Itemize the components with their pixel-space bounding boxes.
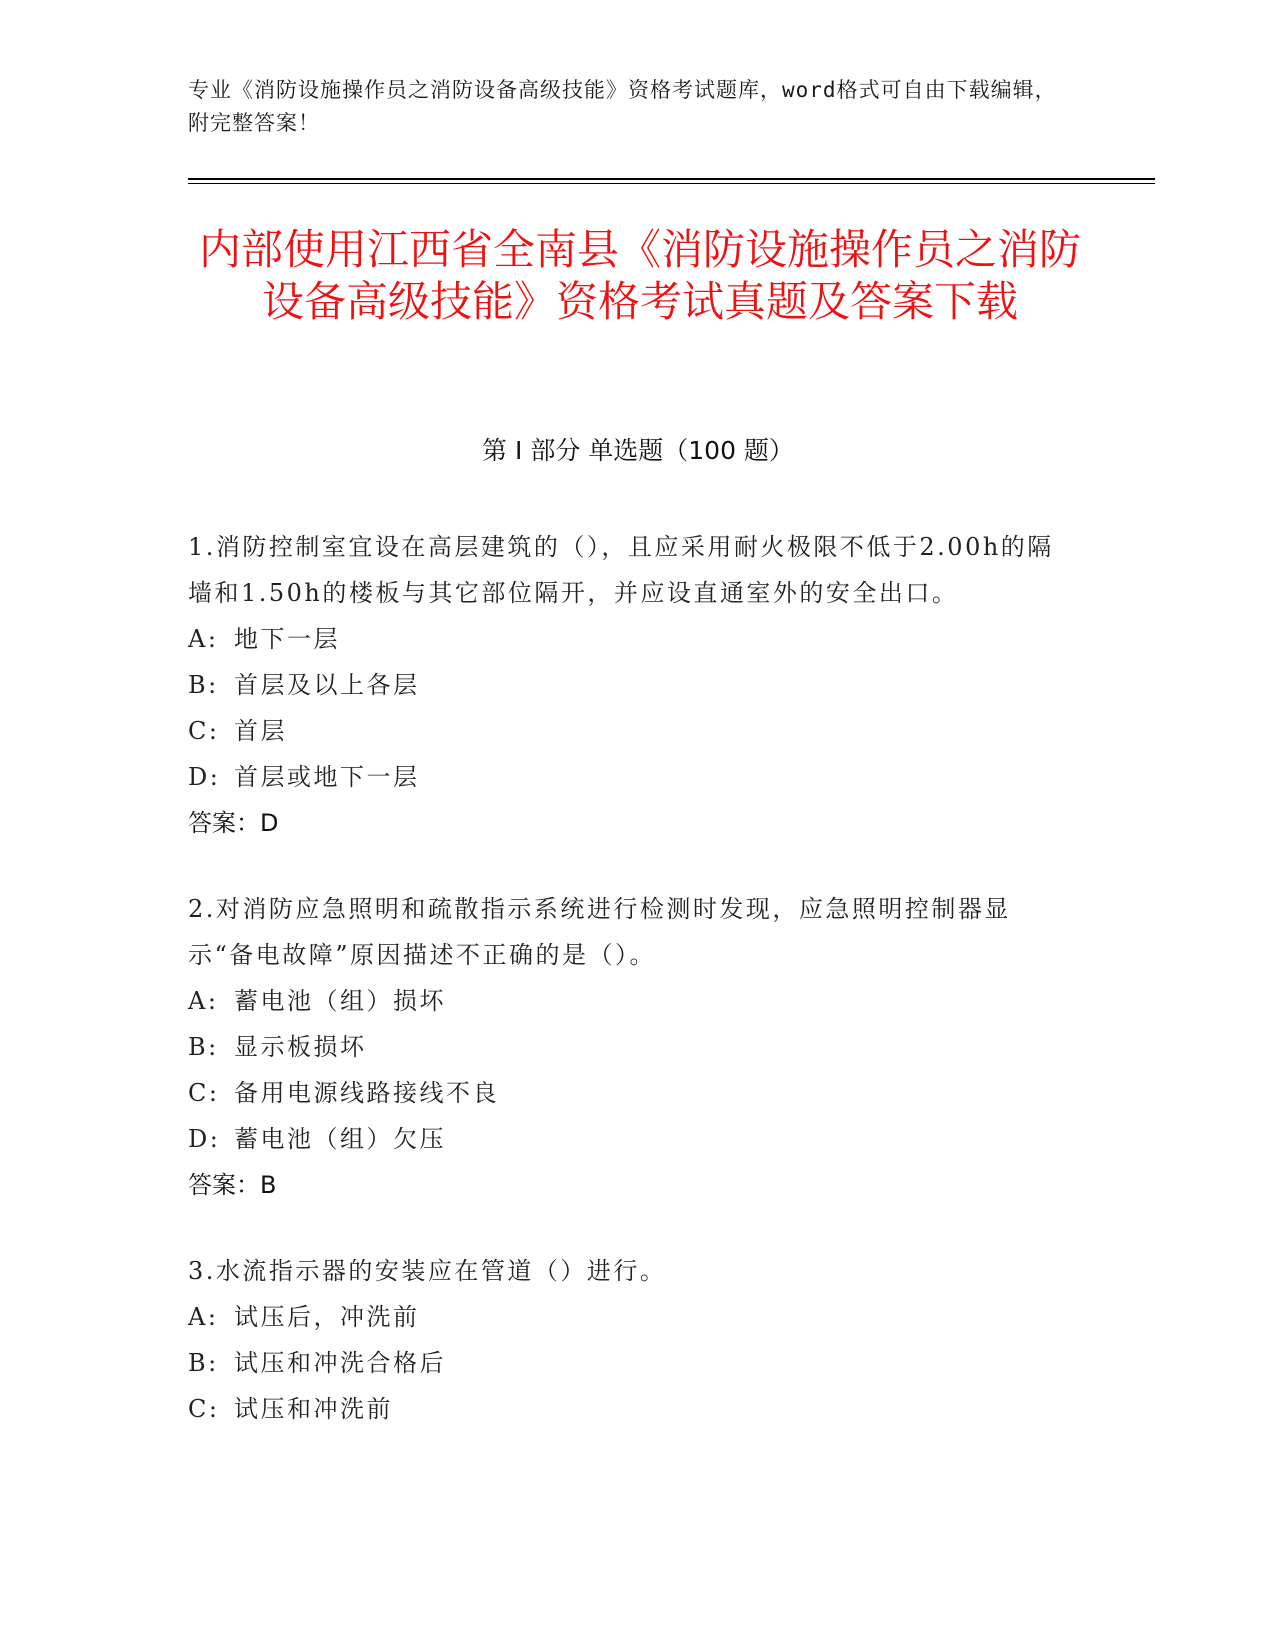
option-b [188, 1340, 1078, 1386]
option-b [188, 662, 1078, 708]
option-text: 蓄电池（组）欠压 [234, 1125, 446, 1153]
option-key: A: [188, 987, 219, 1015]
section-heading: 第 I 部分 单选题（100 题） [482, 436, 794, 465]
option-b [188, 1024, 1078, 1070]
option-key: C: [188, 717, 220, 745]
question-2 [188, 886, 1078, 1208]
option-key: D: [188, 763, 221, 791]
option-text: 地下一层 [234, 625, 340, 653]
question-stem: 1.消防控制室宜设在高层建筑的（），且应采用耐火极限不低于2.00h的隔墙和1.50h的楼板与其它部位隔开，并应设直通室外的安全出口。 [188, 533, 1054, 607]
option-c [188, 1386, 1078, 1432]
option-text: 首层 [234, 717, 287, 745]
option-key: C: [188, 1395, 220, 1423]
option-c [188, 1070, 1078, 1116]
option-text: 试压和冲洗前 [234, 1395, 393, 1423]
question-3 [188, 1248, 1078, 1432]
question-1 [188, 524, 1078, 846]
option-c [188, 708, 1078, 754]
question-stem: 3.水流指示器的安装应在管道（）进行。 [188, 1257, 667, 1285]
option-key: D: [188, 1125, 221, 1153]
option-text: 蓄电池（组）损坏 [234, 987, 446, 1015]
option-text: 首层或地下一层 [234, 763, 420, 791]
option-text: 备用电源线路接线不良 [234, 1079, 499, 1107]
option-d [188, 754, 1078, 800]
option-key: A: [188, 625, 219, 653]
option-key: C: [188, 1079, 220, 1107]
header-note: 专业《消防设施操作员之消防设备高级技能》资格考试题库，word格式可自由下载编辑，附完整答案！ [188, 78, 1057, 135]
option-a [188, 978, 1078, 1024]
option-key: B: [188, 1033, 219, 1061]
header-divider-thick [188, 178, 1155, 180]
option-text: 试压和冲洗合格后 [234, 1349, 446, 1377]
question-list [188, 524, 1078, 1472]
option-a [188, 616, 1078, 662]
option-a [188, 1294, 1078, 1340]
option-key: B: [188, 671, 219, 699]
option-text: 首层及以上各层 [234, 671, 420, 699]
document-title: 内部使用江西省全南县《消防设施操作员之消防设备高级技能》资格考试真题及答案下载 [198, 225, 1081, 326]
question-stem: 2.对消防应急照明和疏散指示系统进行检测时发现，应急照明控制器显示“备电故障”原因描述不正确的是（）。 [188, 895, 1011, 969]
option-key: B: [188, 1349, 219, 1377]
option-text: 显示板损坏 [234, 1033, 367, 1061]
answer-line: 答案：D [188, 809, 279, 837]
option-key: A: [188, 1303, 219, 1331]
answer-line: 答案：B [188, 1171, 277, 1199]
option-text: 试压后，冲洗前 [234, 1303, 420, 1331]
option-d [188, 1116, 1078, 1162]
header-divider-thin [188, 183, 1155, 184]
